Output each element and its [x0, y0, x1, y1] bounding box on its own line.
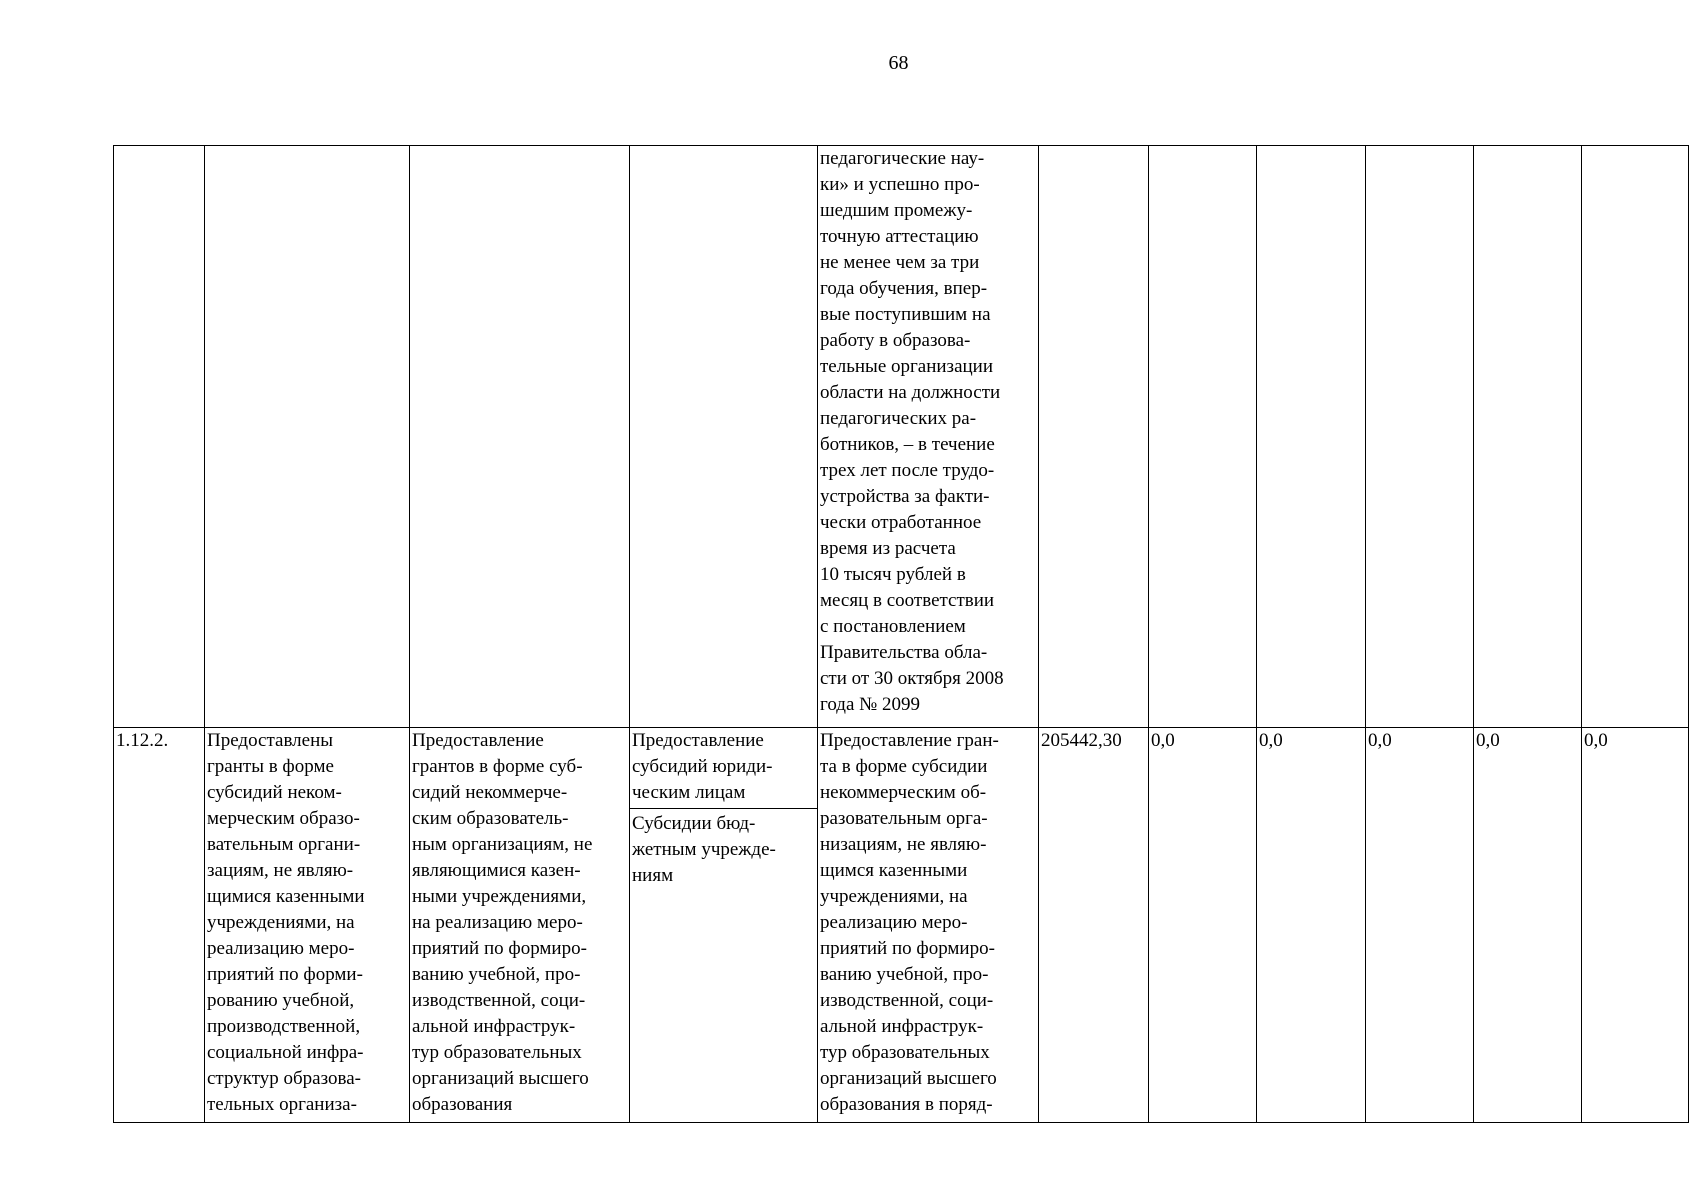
cell-value-1: 0,0: [1149, 728, 1257, 1123]
text-line: на реализацию меро-: [412, 912, 583, 933]
text-line: субсидий неком-: [207, 782, 342, 803]
text-line: Предоставление гран-: [820, 730, 999, 751]
text-line: чески отработанное: [820, 512, 982, 533]
text-line: сти от 30 октября 2008: [820, 668, 1004, 689]
text-line: трех лет после трудо-: [820, 460, 995, 481]
text-line: педагогических ра-: [820, 408, 977, 429]
text-line: точную аттестацию: [820, 226, 979, 247]
text-line: вательным органи-: [207, 834, 361, 855]
text-line: разовательным орга-: [820, 808, 988, 829]
text-line: щимся казенными: [820, 860, 968, 881]
expense-type-budget-institutions: [632, 809, 815, 889]
text-line: месяц в соответствии: [820, 590, 995, 611]
text-line: Предоставление: [632, 730, 764, 751]
table-row-1-12-2: [114, 728, 1689, 1123]
cell-description: [818, 146, 1039, 728]
text-line: Субсидии бюд-: [632, 813, 756, 834]
text-line: работу в образова-: [820, 330, 971, 351]
text-line: ванию учебной, про-: [820, 964, 989, 985]
budget-table: [113, 145, 1689, 1123]
text-line: тельные организации: [820, 356, 994, 377]
text-line: рованию учебной,: [207, 990, 355, 1011]
text-line: приятий по форми-: [207, 964, 363, 985]
text-line: являющимися казен-: [412, 860, 581, 881]
text-line: не менее чем за три: [820, 252, 980, 273]
text-line: ными учреждениями,: [412, 886, 587, 907]
text-line: приятий по формиро-: [820, 938, 995, 959]
text-line: гранты в форме: [207, 756, 334, 777]
text-line: щимися казенными: [207, 886, 365, 907]
text-line: жетным учрежде-: [632, 839, 776, 860]
cell-amount: [1039, 146, 1149, 728]
text-line: области на должности: [820, 382, 1001, 403]
text-line: организаций высшего: [412, 1068, 589, 1089]
cell-amount: 205442,30: [1039, 728, 1149, 1123]
text-line: структур образова-: [207, 1068, 361, 1089]
text-line: ванию учебной, про-: [412, 964, 581, 985]
text-line: низациям, не являю-: [820, 834, 987, 855]
text-line: некоммерческим об-: [820, 782, 987, 803]
text-line: альной инфраструк-: [820, 1016, 984, 1037]
text-line: альной инфраструк-: [412, 1016, 576, 1037]
cell-value-3: 0,0: [1366, 728, 1474, 1123]
text-line: устройства за факти-: [820, 486, 990, 507]
table-row-continuation: [114, 146, 1689, 728]
text-line: года № 2099: [820, 694, 921, 715]
cell-value-2: 0,0: [1257, 728, 1366, 1123]
text-line: 10 тысяч рублей в: [820, 564, 966, 585]
text-line: Правительства обла-: [820, 642, 988, 663]
text-line: тур образовательных: [820, 1042, 990, 1063]
cell-value-2: [1257, 146, 1366, 728]
text-line: с постановлением: [820, 616, 966, 637]
text-line: тельных организа-: [207, 1094, 357, 1115]
text-line: ки» и успешно про-: [820, 174, 980, 195]
text-line: производственной,: [207, 1016, 361, 1037]
text-line: та в форме субсидии: [820, 756, 988, 777]
text-line: изводственной, соци-: [412, 990, 586, 1011]
text-line: образования в поряд-: [820, 1094, 993, 1115]
text-line: ческим лицам: [632, 782, 746, 803]
text-line: Предоставление: [412, 730, 544, 751]
cell-activity: [410, 728, 630, 1123]
text-line: образования: [412, 1094, 513, 1115]
text-line: приятий по формиро-: [412, 938, 587, 959]
cell-result: [205, 146, 410, 728]
text-line: вые поступившим на: [820, 304, 991, 325]
text-line: социальной инфра-: [207, 1042, 364, 1063]
text-line: мерческим образо-: [207, 808, 360, 829]
text-line: ботников, – в течение: [820, 434, 995, 455]
text-line: педагогические нау-: [820, 148, 985, 169]
text-line: учреждениями, на: [207, 912, 355, 933]
text-line: зациям, не являю-: [207, 860, 354, 881]
text-line: года обучения, впер-: [820, 278, 988, 299]
text-line: Предоставлены: [207, 730, 334, 751]
text-line: субсидий юриди-: [632, 756, 773, 777]
text-line: шедшим промежу-: [820, 200, 973, 221]
cell-value-4: [1474, 146, 1582, 728]
text-line: сидий некоммерче-: [412, 782, 568, 803]
text-line: тур образовательных: [412, 1042, 582, 1063]
cell-expense-type: [630, 728, 818, 1123]
text-line: грантов в форме суб-: [412, 756, 583, 777]
cell-number: 1.12.2.: [114, 728, 205, 1123]
text-line: учреждениями, на: [820, 886, 968, 907]
text-line: реализацию меро-: [207, 938, 355, 959]
text-line: ским образователь-: [412, 808, 569, 829]
cell-expense-type: [630, 146, 818, 728]
cell-activity: [410, 146, 630, 728]
text-line: ниям: [632, 865, 674, 886]
text-line: ным организациям, не: [412, 834, 593, 855]
cell-value-5: [1582, 146, 1689, 728]
text-line: изводственной, соци-: [820, 990, 994, 1011]
cell-value-3: [1366, 146, 1474, 728]
cell-value-1: [1149, 146, 1257, 728]
cell-value-4: 0,0: [1474, 728, 1582, 1123]
text-line: время из расчета: [820, 538, 956, 559]
cell-result: [205, 728, 410, 1123]
text-line: реализацию меро-: [820, 912, 968, 933]
cell-value-5: 0,0: [1582, 728, 1689, 1123]
cell-number: [114, 146, 205, 728]
expense-type-legal-entities: [630, 728, 817, 809]
cell-description: [818, 728, 1039, 1123]
text-line: организаций высшего: [820, 1068, 997, 1089]
page-number: 68: [888, 52, 909, 74]
